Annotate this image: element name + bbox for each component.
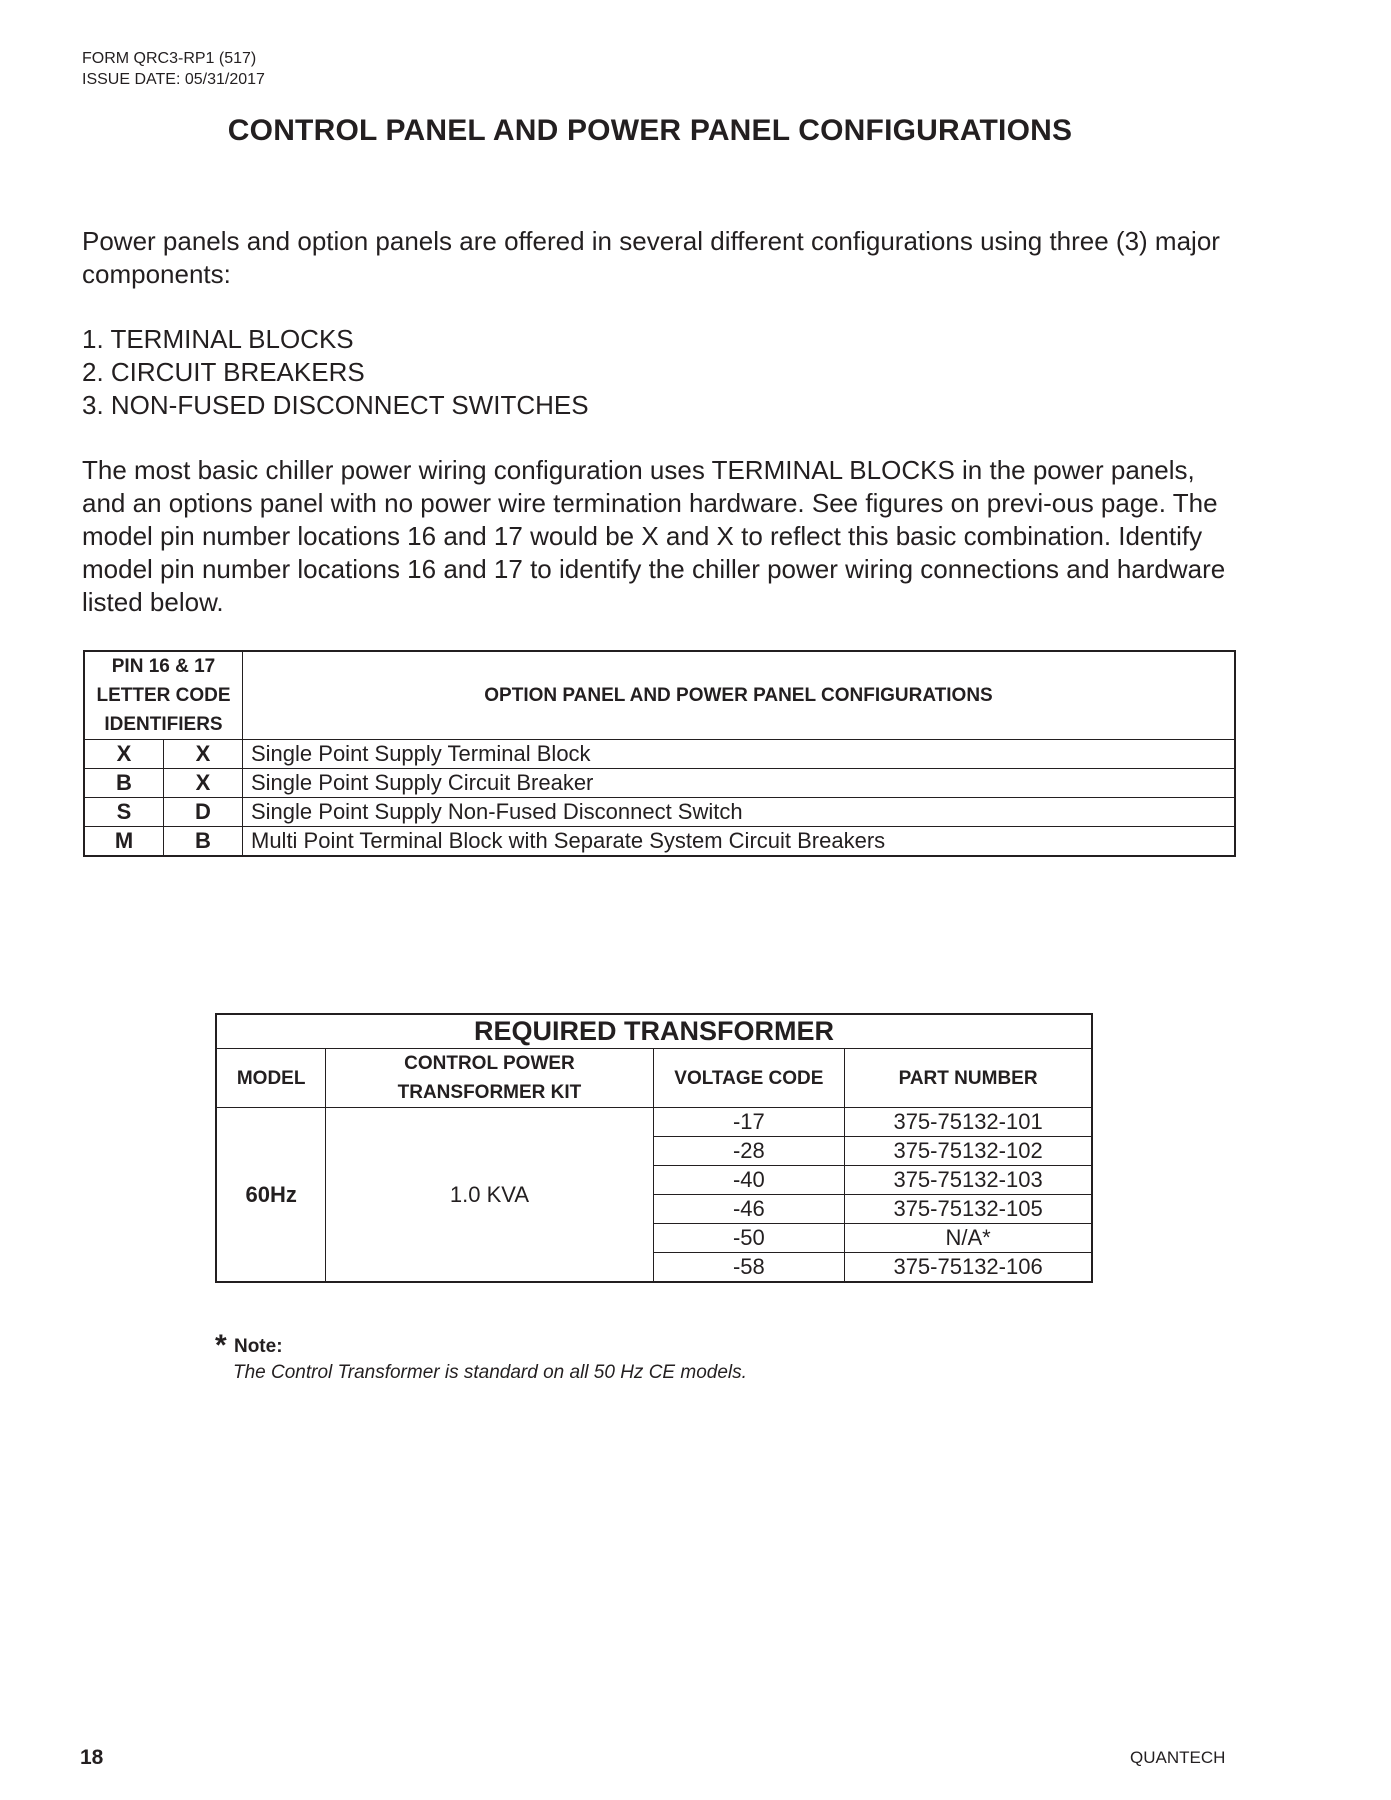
part-number-cell: N/A* bbox=[845, 1224, 1092, 1253]
pin16-code: M bbox=[84, 827, 164, 857]
configuration-description: Single Point Supply Terminal Block bbox=[243, 740, 1236, 769]
component-item: 1. TERMINAL BLOCKS bbox=[82, 324, 354, 354]
pin-code-header bbox=[84, 651, 243, 740]
config-table-header-row bbox=[84, 651, 1235, 740]
component-item: 3. NON-FUSED DISCONNECT SWITCHES bbox=[82, 390, 589, 420]
page-title: CONTROL PANEL AND POWER PANEL CONFIGURATIONS bbox=[227, 114, 1073, 147]
kit-column-header-line: CONTROL POWER bbox=[404, 1053, 575, 1074]
kit-column-header bbox=[326, 1049, 653, 1108]
note-label: Note: bbox=[233, 1336, 283, 1357]
pin16-code: S bbox=[84, 798, 164, 827]
table-row bbox=[84, 740, 1235, 769]
asterisk: * bbox=[215, 1329, 227, 1362]
part-number-cell: 375-75132-106 bbox=[845, 1253, 1092, 1283]
config-table bbox=[83, 650, 1236, 857]
table-row bbox=[84, 798, 1235, 827]
transformer-table-header-row bbox=[216, 1049, 1092, 1108]
part-number-cell: 375-75132-101 bbox=[845, 1108, 1092, 1137]
pin17-code: B bbox=[164, 827, 243, 857]
pin-code-header-line: LETTER CODE bbox=[96, 685, 231, 706]
configuration-description: Single Point Supply Circuit Breaker bbox=[243, 769, 1236, 798]
pin-code-header-line: IDENTIFIERS bbox=[104, 714, 223, 735]
voltage-code-cell: -58 bbox=[653, 1253, 845, 1283]
component-item: 2. CIRCUIT BREAKERS bbox=[82, 357, 365, 387]
table-row bbox=[84, 827, 1235, 857]
pin17-code: X bbox=[164, 740, 243, 769]
voltage-column-header: VOLTAGE CODE bbox=[653, 1049, 845, 1108]
transformer-table-title-row bbox=[216, 1014, 1092, 1049]
pin17-code: D bbox=[164, 798, 243, 827]
voltage-code-cell: -28 bbox=[653, 1137, 845, 1166]
components-list bbox=[82, 323, 589, 422]
part-number-cell: 375-75132-103 bbox=[845, 1166, 1092, 1195]
page-number: 18 bbox=[80, 1746, 104, 1769]
form-number: FORM QRC3-RP1 (517) bbox=[82, 50, 257, 67]
voltage-code-cell: -50 bbox=[653, 1224, 845, 1253]
body-paragraph: The most basic chiller power wiring configuration uses TERMINAL BLOCKS in the power panels, and an options panel with no power wire termination hardware. See figures on previ-ous page. The model pin number locations 16 and 17 would be X and X to reflect this basic combination. Identify model pin number locations 16 and 17 to identify the chiller power wiring connections and hardware listed below. bbox=[82, 455, 1226, 617]
kit-cell: 1.0 KVA bbox=[326, 1108, 653, 1283]
voltage-code-cell: -17 bbox=[653, 1108, 845, 1137]
pin16-code: B bbox=[84, 769, 164, 798]
kit-column-header-line: TRANSFORMER KIT bbox=[397, 1082, 582, 1103]
form-header bbox=[82, 48, 265, 90]
pin-code-header-line: PIN 16 & 17 bbox=[111, 656, 216, 677]
part-number-cell: 375-75132-102 bbox=[845, 1137, 1092, 1166]
brand-name: QUANTECH bbox=[1130, 1748, 1226, 1767]
transformer-table-title: REQUIRED TRANSFORMER bbox=[216, 1014, 1092, 1049]
part-number-cell: 375-75132-105 bbox=[845, 1195, 1092, 1224]
configuration-description: Multi Point Terminal Block with Separate System Circuit Breakers bbox=[243, 827, 1236, 857]
voltage-code-cell: -46 bbox=[653, 1195, 845, 1224]
configuration-description: Single Point Supply Non-Fused Disconnect Switch bbox=[243, 798, 1236, 827]
table-row bbox=[216, 1108, 1092, 1137]
pin16-code: X bbox=[84, 740, 164, 769]
model-column-header: MODEL bbox=[216, 1049, 326, 1108]
pin17-code: X bbox=[164, 769, 243, 798]
voltage-code-cell: -40 bbox=[653, 1166, 845, 1195]
part-column-header: PART NUMBER bbox=[845, 1049, 1092, 1108]
note bbox=[215, 1329, 747, 1384]
note-text: The Control Transformer is standard on all 50 Hz CE models. bbox=[233, 1362, 747, 1383]
model-cell: 60Hz bbox=[216, 1108, 326, 1283]
intro-paragraph: Power panels and option panels are offered in several different configurations using three (3) major components: bbox=[82, 226, 1220, 289]
issue-date: ISSUE DATE: 05/31/2017 bbox=[82, 71, 265, 88]
configuration-header: OPTION PANEL AND POWER PANEL CONFIGURATIONS bbox=[243, 651, 1236, 740]
transformer-table bbox=[215, 1013, 1093, 1283]
table-row bbox=[84, 769, 1235, 798]
